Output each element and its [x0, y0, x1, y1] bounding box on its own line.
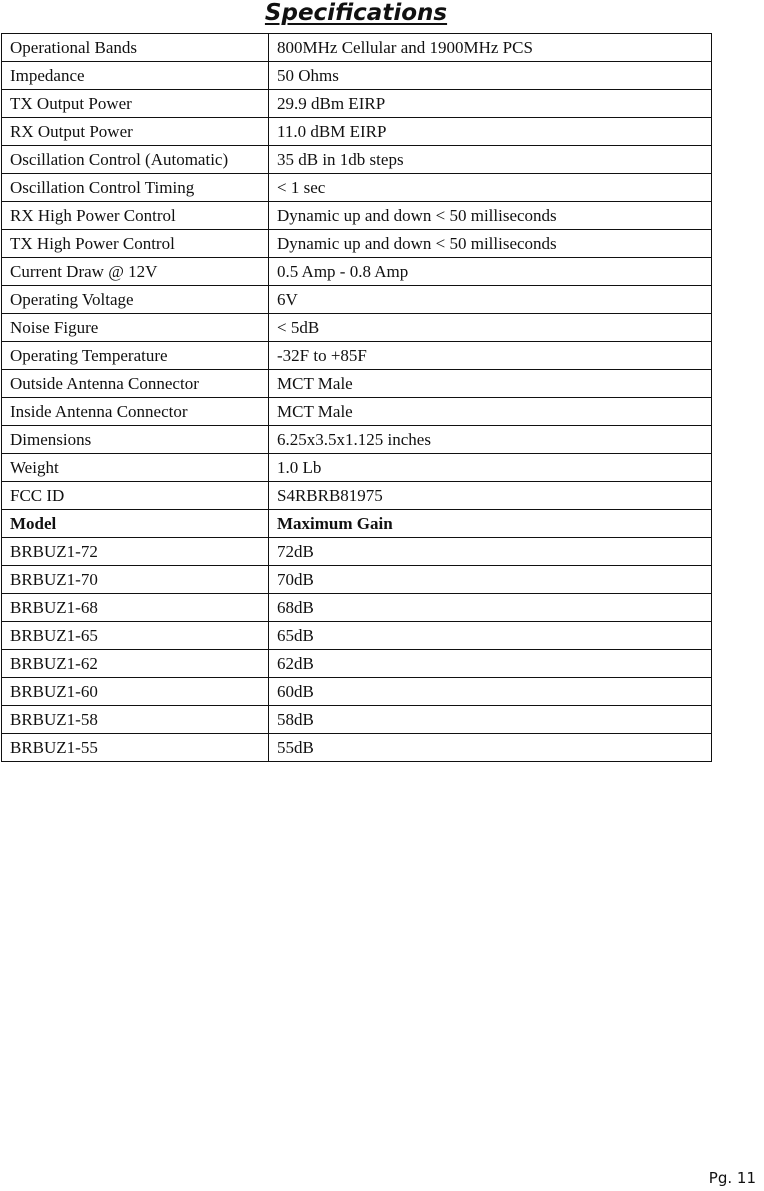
table-row	[2, 538, 712, 566]
table-row	[2, 566, 712, 594]
spec-label: Impedance	[2, 62, 269, 90]
table-row	[2, 398, 712, 426]
table-row	[2, 286, 712, 314]
spec-value: 35 dB in 1db steps	[269, 146, 712, 174]
spec-value: 1.0 Lb	[269, 454, 712, 482]
table-row	[2, 118, 712, 146]
models-header-row	[2, 510, 712, 538]
spec-label: Current Draw @ 12V	[2, 258, 269, 286]
spec-label: FCC ID	[2, 482, 269, 510]
spec-value: 11.0 dBM EIRP	[269, 118, 712, 146]
spec-label: RX High Power Control	[2, 202, 269, 230]
model-name: BRBUZ1-72	[2, 538, 269, 566]
table-row	[2, 426, 712, 454]
table-row	[2, 62, 712, 90]
spec-label: Operational Bands	[2, 34, 269, 62]
model-name: BRBUZ1-65	[2, 622, 269, 650]
spec-label: Weight	[2, 454, 269, 482]
model-gain: 68dB	[269, 594, 712, 622]
model-gain: 58dB	[269, 706, 712, 734]
model-name: BRBUZ1-62	[2, 650, 269, 678]
specifications-table	[1, 33, 712, 762]
spec-value: < 5dB	[269, 314, 712, 342]
spec-label: TX Output Power	[2, 90, 269, 118]
model-gain: 65dB	[269, 622, 712, 650]
model-name: BRBUZ1-70	[2, 566, 269, 594]
model-name: BRBUZ1-58	[2, 706, 269, 734]
table-row	[2, 622, 712, 650]
gain-column-header: Maximum Gain	[269, 510, 712, 538]
spec-value: MCT Male	[269, 370, 712, 398]
table-row	[2, 202, 712, 230]
model-gain: 70dB	[269, 566, 712, 594]
spec-value: 800MHz Cellular and 1900MHz PCS	[269, 34, 712, 62]
spec-value: 6.25x3.5x1.125 inches	[269, 426, 712, 454]
spec-value: 50 Ohms	[269, 62, 712, 90]
page-number: Pg. 11	[708, 1169, 756, 1187]
model-gain: 55dB	[269, 734, 712, 762]
spec-label: Inside Antenna Connector	[2, 398, 269, 426]
spec-label: Outside Antenna Connector	[2, 370, 269, 398]
spec-label: Operating Temperature	[2, 342, 269, 370]
model-column-header: Model	[2, 510, 269, 538]
spec-value: < 1 sec	[269, 174, 712, 202]
model-gain: 72dB	[269, 538, 712, 566]
spec-value: Dynamic up and down < 50 milliseconds	[269, 230, 712, 258]
table-row	[2, 678, 712, 706]
spec-value: Dynamic up and down < 50 milliseconds	[269, 202, 712, 230]
spec-label: Dimensions	[2, 426, 269, 454]
spec-value: 6V	[269, 286, 712, 314]
spec-label: TX High Power Control	[2, 230, 269, 258]
spec-label: Oscillation Control (Automatic)	[2, 146, 269, 174]
spec-value: 0.5 Amp - 0.8 Amp	[269, 258, 712, 286]
table-row	[2, 734, 712, 762]
spec-label: RX Output Power	[2, 118, 269, 146]
table-row	[2, 706, 712, 734]
spec-value: MCT Male	[269, 398, 712, 426]
table-row	[2, 90, 712, 118]
table-row	[2, 258, 712, 286]
model-name: BRBUZ1-68	[2, 594, 269, 622]
table-row	[2, 146, 712, 174]
spec-label: Noise Figure	[2, 314, 269, 342]
table-row	[2, 370, 712, 398]
table-row	[2, 342, 712, 370]
table-row	[2, 594, 712, 622]
model-gain: 60dB	[269, 678, 712, 706]
spec-label: Oscillation Control Timing	[2, 174, 269, 202]
spec-value: S4RBRB81975	[269, 482, 712, 510]
table-row	[2, 482, 712, 510]
table-row	[2, 650, 712, 678]
spec-value: 29.9 dBm EIRP	[269, 90, 712, 118]
table-row	[2, 174, 712, 202]
spec-label: Operating Voltage	[2, 286, 269, 314]
table-row	[2, 454, 712, 482]
model-name: BRBUZ1-60	[2, 678, 269, 706]
table-row	[2, 314, 712, 342]
model-gain: 62dB	[269, 650, 712, 678]
table-row	[2, 230, 712, 258]
page-title: Specifications	[264, 0, 448, 26]
spec-value: -32F to +85F	[269, 342, 712, 370]
model-name: BRBUZ1-55	[2, 734, 269, 762]
table-row	[2, 34, 712, 62]
